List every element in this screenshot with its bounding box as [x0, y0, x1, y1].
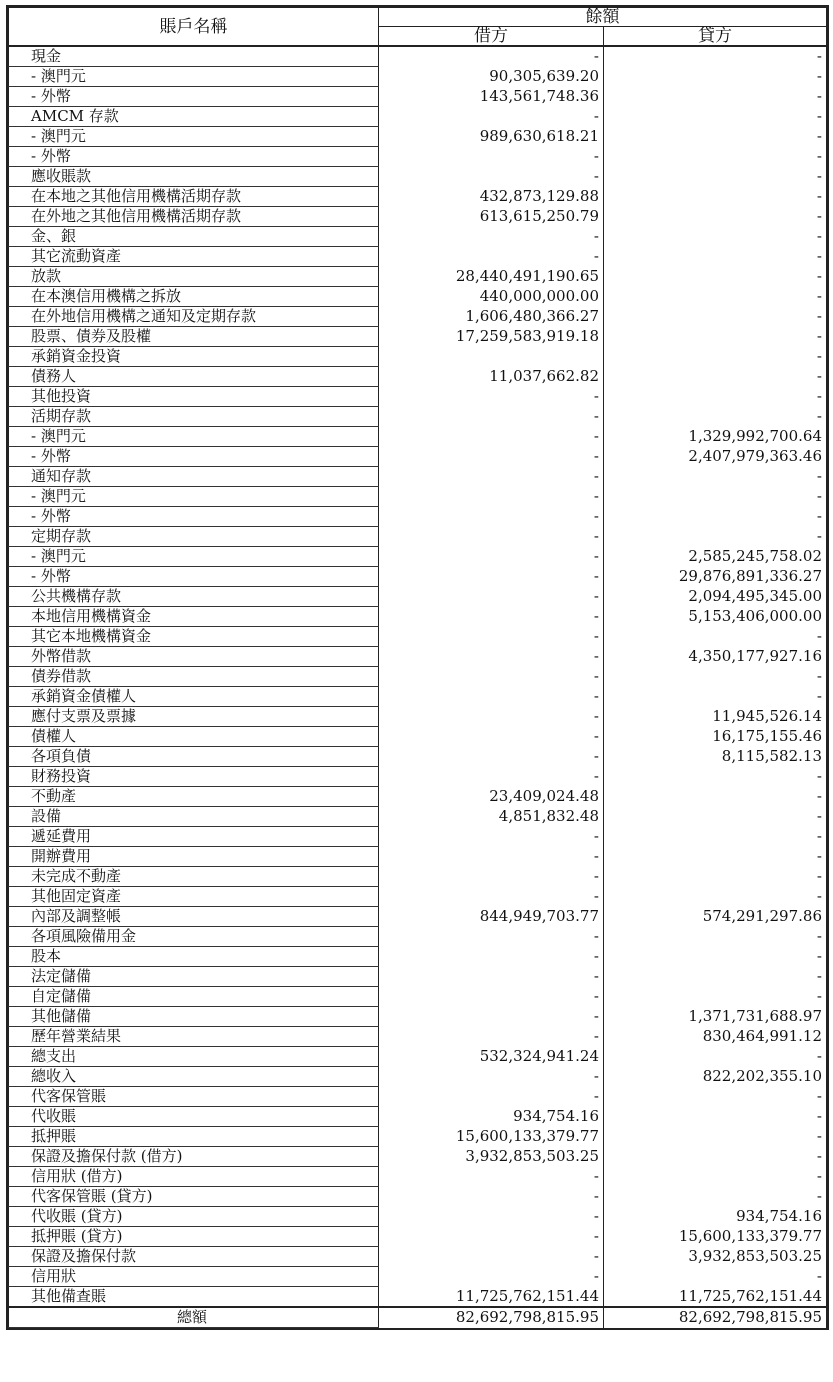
- debit-cell: -: [379, 407, 604, 427]
- account-name-cell: 信用狀 (借方): [9, 1167, 379, 1187]
- account-name-cell: 抵押賬: [9, 1127, 379, 1147]
- account-name-cell: 通知存款: [9, 467, 379, 487]
- debit-cell: -: [379, 387, 604, 407]
- debit-cell: 4,851,832.48: [379, 807, 604, 827]
- credit-cell: -: [604, 667, 827, 687]
- table-row: [9, 927, 827, 947]
- account-name-cell: 公共機構存款: [9, 587, 379, 607]
- credit-cell: -: [604, 307, 827, 327]
- table-row: [9, 1227, 827, 1247]
- credit-cell: -: [604, 347, 827, 367]
- credit-cell: -: [604, 167, 827, 187]
- credit-cell: -: [604, 1047, 827, 1067]
- credit-cell: -: [604, 1167, 827, 1187]
- table-row: [9, 727, 827, 747]
- debit-cell: -: [379, 687, 604, 707]
- account-name-cell: 承銷資金投資: [9, 347, 379, 367]
- debit-cell: 11,037,662.82: [379, 367, 604, 387]
- debit-cell: -: [379, 747, 604, 767]
- table-row: [9, 607, 827, 627]
- credit-cell: -: [604, 887, 827, 907]
- account-name-cell: 財務投資: [9, 767, 379, 787]
- debit-cell: 143,561,748.36: [379, 87, 604, 107]
- table-row: [9, 1047, 827, 1067]
- credit-cell: -: [604, 767, 827, 787]
- credit-cell: -: [604, 327, 827, 347]
- table-row: [9, 827, 827, 847]
- debit-cell: -: [379, 567, 604, 587]
- debit-cell: 844,949,703.77: [379, 907, 604, 927]
- table-row: [9, 487, 827, 507]
- account-name-cell: 活期存款: [9, 407, 379, 427]
- table-row: [9, 107, 827, 127]
- credit-cell: 1,329,992,700.64: [604, 427, 827, 447]
- account-name-cell: 在外地信用機構之通知及定期存款: [9, 307, 379, 327]
- account-name-cell: 外幣借款: [9, 647, 379, 667]
- account-name-cell: 抵押賬 (貸方): [9, 1227, 379, 1247]
- account-name-cell: 總支出: [9, 1047, 379, 1067]
- credit-cell: 2,094,495,345.00: [604, 587, 827, 607]
- table-row: [9, 847, 827, 867]
- balance-header: 餘額: [379, 8, 827, 27]
- credit-cell: -: [604, 147, 827, 167]
- credit-cell: 574,291,297.86: [604, 907, 827, 927]
- debit-cell: 28,440,491,190.65: [379, 267, 604, 287]
- table-row: [9, 167, 827, 187]
- table-row: [9, 887, 827, 907]
- account-name-cell: 代客保管賬: [9, 1087, 379, 1107]
- account-name-cell: - 外幣: [9, 507, 379, 527]
- debit-cell: -: [379, 1027, 604, 1047]
- debit-cell: -: [379, 607, 604, 627]
- account-name-cell: 在外地之其他信用機構活期存款: [9, 207, 379, 227]
- debit-cell: -: [379, 1187, 604, 1207]
- table-row: [9, 587, 827, 607]
- credit-cell: -: [604, 507, 827, 527]
- account-name-cell: 保證及擔保付款 (借方): [9, 1147, 379, 1167]
- credit-cell: 2,407,979,363.46: [604, 447, 827, 467]
- credit-cell: -: [604, 467, 827, 487]
- table-row: [9, 787, 827, 807]
- credit-cell: 8,115,582.13: [604, 747, 827, 767]
- table-row: [9, 947, 827, 967]
- table-row: [9, 907, 827, 927]
- debit-cell: -: [379, 1007, 604, 1027]
- debit-cell: -: [379, 1247, 604, 1267]
- table-row: [9, 1007, 827, 1027]
- debit-cell: -: [379, 507, 604, 527]
- account-name-header: 賬戶名稱: [9, 8, 379, 47]
- account-name-cell: 其他固定資產: [9, 887, 379, 907]
- credit-cell: 822,202,355.10: [604, 1067, 827, 1087]
- account-name-cell: 歷年營業結果: [9, 1027, 379, 1047]
- debit-cell: -: [379, 167, 604, 187]
- balance-table: [6, 5, 829, 1330]
- debit-header: 借方: [379, 27, 604, 47]
- debit-cell: 15,600,133,379.77: [379, 1127, 604, 1147]
- credit-cell: -: [604, 1127, 827, 1147]
- account-name-cell: 保證及擔保付款: [9, 1247, 379, 1267]
- debit-cell: 17,259,583,919.18: [379, 327, 604, 347]
- account-name-cell: 未完成不動產: [9, 867, 379, 887]
- credit-cell: -: [604, 267, 827, 287]
- table-row: [9, 307, 827, 327]
- table-row: [9, 1287, 827, 1308]
- account-name-cell: - 澳門元: [9, 127, 379, 147]
- credit-cell: 29,876,891,336.27: [604, 567, 827, 587]
- account-name-cell: 債務人: [9, 367, 379, 387]
- debit-cell: 90,305,639.20: [379, 67, 604, 87]
- table-row: [9, 1147, 827, 1167]
- table-row: [9, 1127, 827, 1147]
- account-name-cell: 債權人: [9, 727, 379, 747]
- account-name-cell: 其它流動資產: [9, 247, 379, 267]
- total-label: 總額: [9, 1307, 379, 1328]
- credit-cell: -: [604, 367, 827, 387]
- table-row: [9, 327, 827, 347]
- credit-cell: -: [604, 46, 827, 67]
- credit-cell: -: [604, 227, 827, 247]
- account-name-cell: - 外幣: [9, 447, 379, 467]
- table-row: [9, 547, 827, 567]
- table-row: [9, 1207, 827, 1227]
- table-row: [9, 1087, 827, 1107]
- account-name-cell: - 外幣: [9, 87, 379, 107]
- table-row: [9, 707, 827, 727]
- debit-cell: -: [379, 1267, 604, 1287]
- table-row: [9, 227, 827, 247]
- table-row: [9, 1027, 827, 1047]
- credit-cell: 5,153,406,000.00: [604, 607, 827, 627]
- account-name-cell: 股本: [9, 947, 379, 967]
- credit-cell: -: [604, 247, 827, 267]
- credit-cell: -: [604, 987, 827, 1007]
- account-name-cell: 在本地之其他信用機構活期存款: [9, 187, 379, 207]
- table-row: [9, 247, 827, 267]
- debit-cell: -: [379, 647, 604, 667]
- account-name-cell: 代收賬 (貸方): [9, 1207, 379, 1227]
- debit-cell: 934,754.16: [379, 1107, 604, 1127]
- credit-cell: -: [604, 187, 827, 207]
- credit-cell: 16,175,155.46: [604, 727, 827, 747]
- debit-cell: 440,000,000.00: [379, 287, 604, 307]
- credit-cell: 830,464,991.12: [604, 1027, 827, 1047]
- table-row: [9, 767, 827, 787]
- debit-cell: -: [379, 487, 604, 507]
- credit-cell: -: [604, 207, 827, 227]
- account-name-cell: - 澳門元: [9, 547, 379, 567]
- debit-cell: -: [379, 967, 604, 987]
- account-name-cell: AMCM 存款: [9, 107, 379, 127]
- account-name-cell: 股票、債券及股權: [9, 327, 379, 347]
- credit-cell: -: [604, 407, 827, 427]
- debit-cell: -: [379, 847, 604, 867]
- table-row: [9, 67, 827, 87]
- credit-cell: -: [604, 967, 827, 987]
- credit-cell: -: [604, 1187, 827, 1207]
- account-name-cell: 遞延費用: [9, 827, 379, 847]
- table-row: [9, 127, 827, 147]
- account-name-cell: 信用狀: [9, 1267, 379, 1287]
- account-name-cell: 不動產: [9, 787, 379, 807]
- table-row: [9, 387, 827, 407]
- account-name-cell: 定期存款: [9, 527, 379, 547]
- account-name-cell: 開辦費用: [9, 847, 379, 867]
- account-name-cell: 本地信用機構資金: [9, 607, 379, 627]
- credit-cell: 1,371,731,688.97: [604, 1007, 827, 1027]
- debit-cell: -: [379, 667, 604, 687]
- account-name-cell: 金、銀: [9, 227, 379, 247]
- debit-cell: -: [379, 887, 604, 907]
- debit-cell: -: [379, 1207, 604, 1227]
- debit-cell: -: [379, 1167, 604, 1187]
- table-row: [9, 867, 827, 887]
- debit-cell: 613,615,250.79: [379, 207, 604, 227]
- table-row: [9, 507, 827, 527]
- account-name-cell: - 澳門元: [9, 427, 379, 447]
- table-row: [9, 747, 827, 767]
- debit-cell: 23,409,024.48: [379, 787, 604, 807]
- table-row: [9, 1187, 827, 1207]
- total-row: [9, 1307, 827, 1328]
- credit-cell: -: [604, 1147, 827, 1167]
- debit-cell: -: [379, 727, 604, 747]
- table-row: [9, 987, 827, 1007]
- debit-cell: -: [379, 867, 604, 887]
- table-row: [9, 367, 827, 387]
- account-name-cell: 總收入: [9, 1067, 379, 1087]
- debit-cell: [379, 347, 604, 367]
- account-name-cell: 設備: [9, 807, 379, 827]
- credit-cell: -: [604, 387, 827, 407]
- debit-cell: -: [379, 927, 604, 947]
- credit-cell: -: [604, 487, 827, 507]
- credit-cell: -: [604, 67, 827, 87]
- table-row: [9, 1267, 827, 1287]
- credit-cell: 11,725,762,151.44: [604, 1287, 827, 1308]
- debit-cell: -: [379, 447, 604, 467]
- credit-cell: -: [604, 87, 827, 107]
- table-row: [9, 667, 827, 687]
- debit-cell: -: [379, 707, 604, 727]
- account-name-cell: 其他投資: [9, 387, 379, 407]
- table-row: [9, 46, 827, 67]
- credit-cell: -: [604, 1267, 827, 1287]
- debit-cell: 1,606,480,366.27: [379, 307, 604, 327]
- total-credit: 82,692,798,815.95: [604, 1307, 827, 1328]
- credit-cell: -: [604, 107, 827, 127]
- table-row: [9, 287, 827, 307]
- account-name-cell: 應收賬款: [9, 167, 379, 187]
- debit-cell: -: [379, 467, 604, 487]
- debit-cell: -: [379, 627, 604, 647]
- account-name-cell: 在本澳信用機構之拆放: [9, 287, 379, 307]
- table-row: [9, 267, 827, 287]
- table-row: [9, 1067, 827, 1087]
- account-name-cell: 代客保管賬 (貸方): [9, 1187, 379, 1207]
- table-row: [9, 87, 827, 107]
- credit-cell: 15,600,133,379.77: [604, 1227, 827, 1247]
- account-name-cell: 自定儲備: [9, 987, 379, 1007]
- table-row: [9, 1247, 827, 1267]
- credit-cell: -: [604, 867, 827, 887]
- credit-header: 貸方: [604, 27, 827, 47]
- debit-cell: -: [379, 827, 604, 847]
- table-body: [9, 46, 827, 1328]
- credit-cell: -: [604, 527, 827, 547]
- table-row: [9, 147, 827, 167]
- debit-cell: -: [379, 987, 604, 1007]
- table-row: [9, 467, 827, 487]
- debit-cell: -: [379, 527, 604, 547]
- total-debit: 82,692,798,815.95: [379, 1307, 604, 1328]
- account-name-cell: 其他備查賬: [9, 1287, 379, 1308]
- table-row: [9, 347, 827, 367]
- credit-cell: 2,585,245,758.02: [604, 547, 827, 567]
- credit-cell: -: [604, 1107, 827, 1127]
- table-row: [9, 647, 827, 667]
- debit-cell: -: [379, 587, 604, 607]
- debit-cell: -: [379, 1227, 604, 1247]
- credit-cell: -: [604, 287, 827, 307]
- debit-cell: -: [379, 227, 604, 247]
- account-name-cell: - 澳門元: [9, 487, 379, 507]
- account-name-cell: 各項負債: [9, 747, 379, 767]
- table-row: [9, 207, 827, 227]
- credit-cell: -: [604, 1087, 827, 1107]
- debit-cell: 3,932,853,503.25: [379, 1147, 604, 1167]
- credit-cell: -: [604, 927, 827, 947]
- table-row: [9, 967, 827, 987]
- table-row: [9, 1107, 827, 1127]
- debit-cell: -: [379, 427, 604, 447]
- account-name-cell: 其它本地機構資金: [9, 627, 379, 647]
- table-row: [9, 807, 827, 827]
- debit-cell: -: [379, 767, 604, 787]
- debit-cell: 532,324,941.24: [379, 1047, 604, 1067]
- table-row: [9, 407, 827, 427]
- credit-cell: -: [604, 687, 827, 707]
- account-name-cell: 放款: [9, 267, 379, 287]
- debit-cell: 432,873,129.88: [379, 187, 604, 207]
- debit-cell: -: [379, 147, 604, 167]
- debit-cell: 11,725,762,151.44: [379, 1287, 604, 1308]
- debit-cell: -: [379, 547, 604, 567]
- account-name-cell: - 外幣: [9, 567, 379, 587]
- debit-cell: -: [379, 107, 604, 127]
- debit-cell: -: [379, 46, 604, 67]
- credit-cell: 4,350,177,927.16: [604, 647, 827, 667]
- table-row: [9, 687, 827, 707]
- table-row: [9, 627, 827, 647]
- account-name-cell: - 外幣: [9, 147, 379, 167]
- account-name-cell: - 澳門元: [9, 67, 379, 87]
- table-row: [9, 427, 827, 447]
- account-name-cell: 內部及調整帳: [9, 907, 379, 927]
- credit-cell: -: [604, 947, 827, 967]
- credit-cell: -: [604, 827, 827, 847]
- account-name-cell: 其他儲備: [9, 1007, 379, 1027]
- table-row: [9, 187, 827, 207]
- debit-cell: 989,630,618.21: [379, 127, 604, 147]
- account-name-cell: 各項風險備用金: [9, 927, 379, 947]
- credit-cell: 3,932,853,503.25: [604, 1247, 827, 1267]
- credit-cell: 934,754.16: [604, 1207, 827, 1227]
- credit-cell: -: [604, 127, 827, 147]
- account-name-cell: 應付支票及票據: [9, 707, 379, 727]
- credit-cell: -: [604, 807, 827, 827]
- credit-cell: 11,945,526.14: [604, 707, 827, 727]
- account-name-cell: 債券借款: [9, 667, 379, 687]
- table-row: [9, 567, 827, 587]
- credit-cell: -: [604, 847, 827, 867]
- debit-cell: -: [379, 947, 604, 967]
- account-name-cell: 法定儲備: [9, 967, 379, 987]
- table-row: [9, 1167, 827, 1187]
- table-row: [9, 447, 827, 467]
- credit-cell: -: [604, 627, 827, 647]
- account-name-cell: 現金: [9, 46, 379, 67]
- debit-cell: -: [379, 247, 604, 267]
- debit-cell: -: [379, 1067, 604, 1087]
- debit-cell: -: [379, 1087, 604, 1107]
- table-row: [9, 527, 827, 547]
- credit-cell: -: [604, 787, 827, 807]
- account-name-cell: 承銷資金債權人: [9, 687, 379, 707]
- account-name-cell: 代收賬: [9, 1107, 379, 1127]
